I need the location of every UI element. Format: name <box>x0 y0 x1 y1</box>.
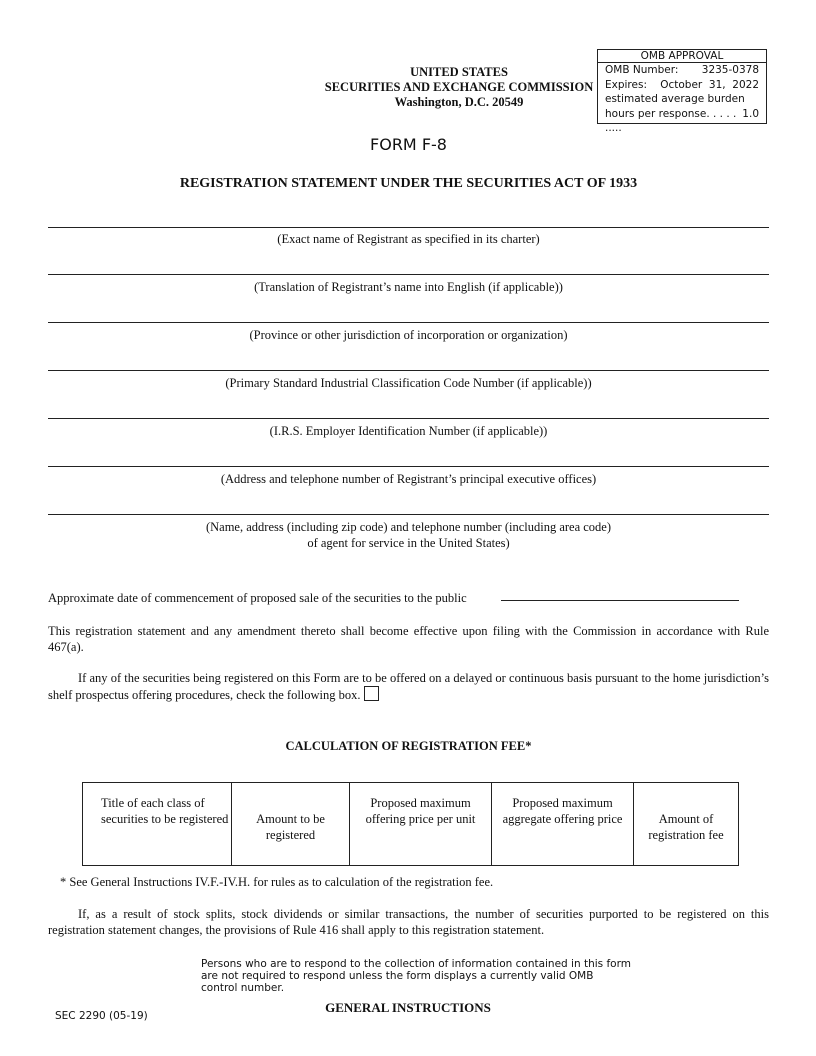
shelf-checkbox[interactable] <box>364 686 379 701</box>
field-caption: (I.R.S. Employer Identification Number (if applicable)) <box>269 424 548 438</box>
agency-name: UNITED STATES <box>410 65 508 79</box>
form-code: SEC 2290 (05-19) <box>55 1010 148 1022</box>
field-caption: of agent for service in the United States) <box>307 536 510 550</box>
fee-table <box>82 782 739 866</box>
field-line[interactable] <box>48 370 769 371</box>
general-instructions-heading: GENERAL INSTRUCTIONS <box>325 1000 491 1015</box>
omb-burden: estimated average burden <box>605 93 745 105</box>
field-caption: (Translation of Registrant’s name into English (if applicable)) <box>254 280 563 294</box>
form-title: REGISTRATION STATEMENT UNDER THE SECURITIES ACT OF 1933 <box>179 176 638 191</box>
field-line[interactable] <box>48 418 769 419</box>
omb-title: OMB APPROVAL <box>598 50 766 63</box>
rule416-paragraph: If, as a result of stock splits, stock dividends or similar transactions, the number of securities purported to be registered on this registration statement changes, the provisions of Rule 416 shall apply to this registration statement. <box>48 907 769 937</box>
header-max-price-per-unit: Proposed maximum offering price per unit <box>350 783 492 866</box>
field-caption: (Exact name of Registrant as specified in its charter) <box>277 232 540 246</box>
agency-address: Washington, D.C. 20549 <box>394 95 524 109</box>
persons-notice: Persons who are to respond to the collection of information contained in this form are not required to respond unless the form displays a currently valid OMB control number. <box>201 958 631 994</box>
omb-number-label: OMB Number: <box>605 64 679 76</box>
omb-number: 3235-0378 <box>701 64 759 76</box>
shelf-paragraph <box>48 670 769 703</box>
field-caption: (Province or other jurisdiction of incorporation or organization) <box>249 328 568 342</box>
field-caption: (Primary Standard Industrial Classification Code Number (if applicable)) <box>225 376 592 390</box>
field-line[interactable] <box>48 466 769 467</box>
field-line[interactable] <box>48 322 769 323</box>
header-registration-fee: Amount of registration fee <box>634 783 739 866</box>
field-line[interactable] <box>48 227 769 228</box>
header-amount-registered: Amount to be registered <box>232 783 350 866</box>
omb-burden-value: 1.0 <box>742 107 759 120</box>
form-name: FORM F-8 <box>370 135 447 154</box>
omb-burden-label: hours per response. . . . . ..... <box>605 107 737 134</box>
field-caption: (Address and telephone number of Registrant’s principal executive offices) <box>220 472 597 486</box>
omb-expires: October 31, 2022 <box>660 78 759 91</box>
approx-date-line[interactable] <box>501 600 739 601</box>
header-title-of-securities: Title of each class of securities to be registered <box>83 783 232 866</box>
field-line[interactable] <box>48 514 769 515</box>
header-max-aggregate-price: Proposed maximum aggregate offering price <box>492 783 634 866</box>
field-line[interactable] <box>48 274 769 275</box>
fee-note: * See General Instructions IV.F.-IV.H. for rules as to calculation of the registration fee. <box>60 875 494 889</box>
omb-expires-label: Expires: <box>605 78 647 91</box>
field-caption: (Name, address (including zip code) and telephone number (including area code) <box>205 520 612 534</box>
shelf-text: If any of the securities being registered on this Form are to be offered on a delayed or continuous basis pursuant to the home jurisdiction’s shelf prospectus offering procedures, check the following box. <box>48 671 769 702</box>
agency-full: SECURITIES AND EXCHANGE COMMISSION <box>324 80 594 94</box>
fee-title: CALCULATION OF REGISTRATION FEE* <box>285 739 532 753</box>
effective-paragraph: This registration statement and any amendment thereto shall become effective upon filing with the Commission in accordance with Rule 467(a). <box>48 624 769 654</box>
approx-date-label: Approximate date of commencement of proposed sale of the securities to the public <box>48 591 467 605</box>
